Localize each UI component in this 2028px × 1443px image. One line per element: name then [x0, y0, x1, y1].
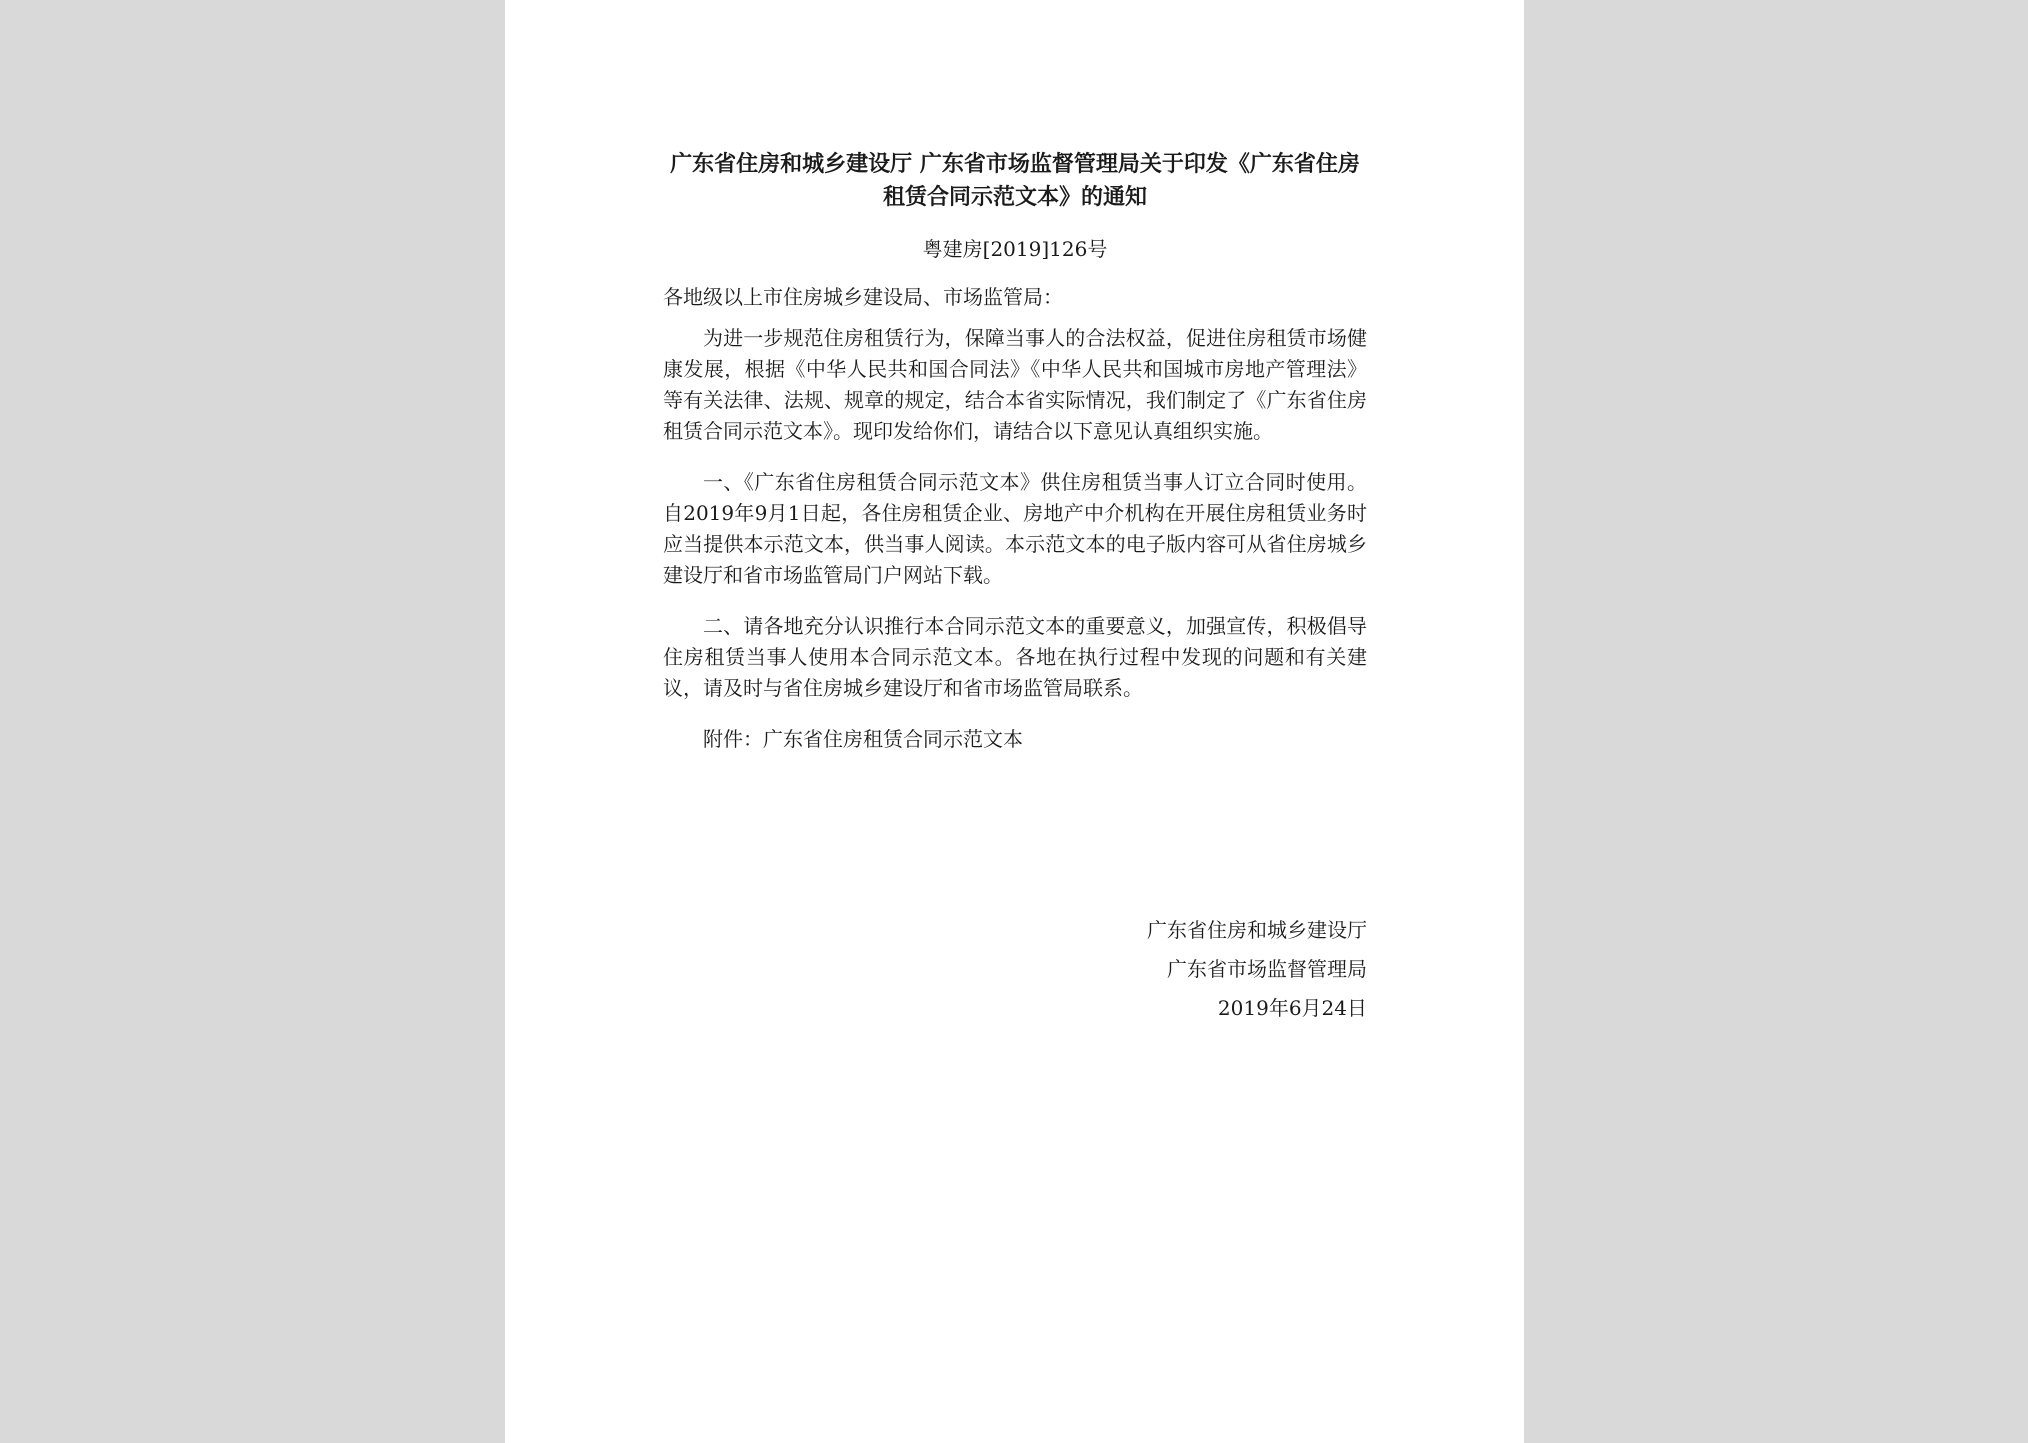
document-page	[505, 0, 1524, 1443]
addressee: 各地级以上市住房城乡建设局、市场监管局：	[663, 285, 1063, 309]
paragraph-item-2: 二、请各地充分认识推行本合同示范文本的重要意义，加强宣传，积极倡导住房租赁当事人使用本合同示范文本。各地在执行过程中发现的问题和有关建议，请及时与省住房城乡建设厅和省市场监管局联系。	[663, 614, 1367, 700]
attachment-line: 附件：广东省住房租赁合同示范文本	[703, 727, 1023, 751]
document-number: 粤建房[2019]126号	[922, 237, 1108, 261]
document-title: 广东省住房和城乡建设厅 广东省市场监督管理局关于印发《广东省住房租赁合同示范文本》的通知	[670, 151, 1360, 210]
signature-org-housing: 广东省住房和城乡建设厅	[1147, 918, 1367, 942]
signature-org-market: 广东省市场监督管理局	[1167, 957, 1367, 981]
paragraph-intro: 为进一步规范住房租赁行为，保障当事人的合法权益，促进住房租赁市场健康发展，根据《中华人民共和国合同法》《中华人民共和国城市房地产管理法》等有关法律、法规、规章的规定，结合本省实际情况，我们制定了《广东省住房租赁合同示范文本》。现印发给你们，请结合以下意见认真组织实施。	[663, 326, 1367, 443]
document-body	[663, 148, 1367, 1020]
signature-date: 2019年6月24日	[1217, 996, 1367, 1020]
paragraph-item-1: 一、《广东省住房租赁合同示范文本》供住房租赁当事人订立合同时使用。自2019年9月1日起，各住房租赁企业、房地产中介机构在开展住房租赁业务时应当提供本示范文本，供当事人阅读。本示范文本的电子版内容可从省住房城乡建设厅和省市场监管局门户网站下载。	[663, 470, 1367, 587]
signature-block	[1147, 911, 1367, 1028]
